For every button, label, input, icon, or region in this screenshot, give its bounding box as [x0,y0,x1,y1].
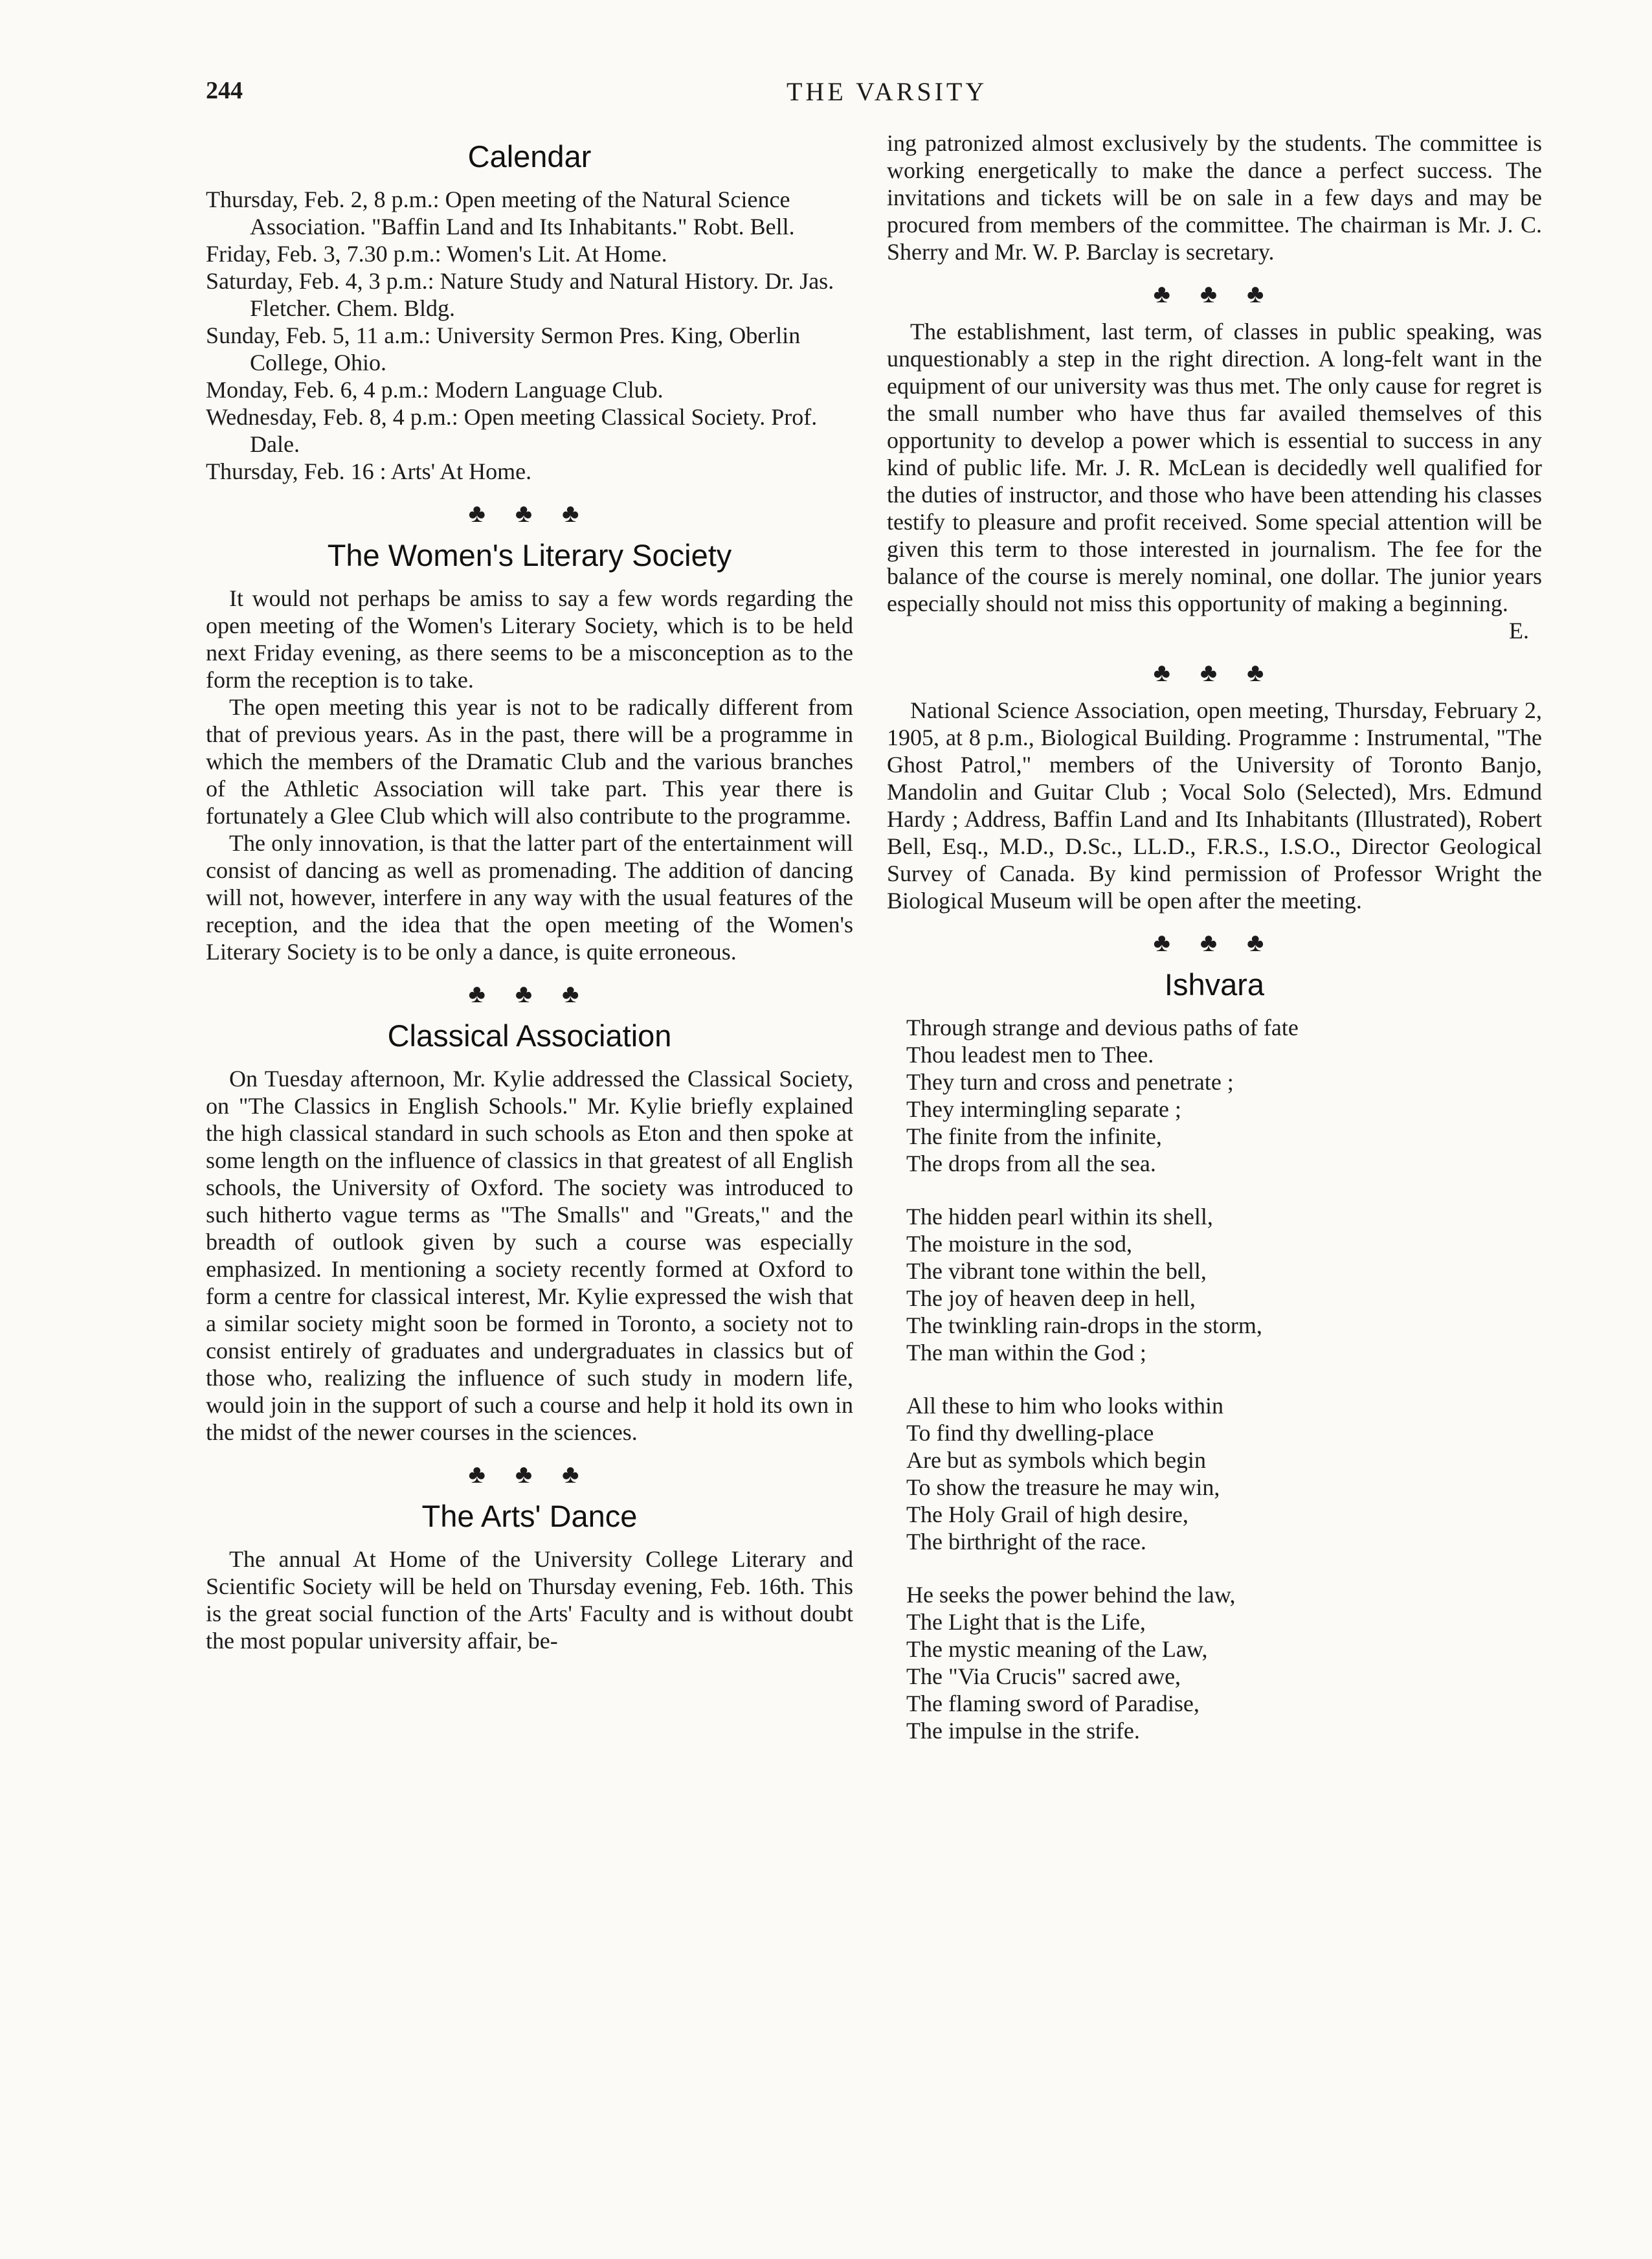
womens-literary-heading: The Women's Literary Society [327,538,732,572]
arts-dance-continued: ing patronized almost exclusively by the students. The committee is working energetically to make the dance a perfect success. The invitations and tickets will be on sale in a few days and may be procured from members of the committee. The chairman is Mr. J. C. Sherry and Mr. W. P. Barclay is secretary. [887,130,1542,265]
classical-association-paragraph: On Tuesday afternoon, Mr. Kylie addressed the Classical Society, on "The Classics in English Schools." Mr. Kylie briefly explained the high classical standard in such schools as Eton and then spoke at some length on the influence of classics in that greatest of all English schools, the University of Oxford. The society was introduced to such hitherto vague terms as "The Smalls" and "Greats," and the breadth of outlook given by such a course was especially emphasized. In mentioning a society recently formed at Oxford to form a centre for classical interest, Mr. Kylie expressed the wish that a similar society might soon be formed in Toronto, a society not to consist entirely of graduates and undergraduates in classics but of those who, realizing the influence of such study in modern life, would join in the support of such a course and help it hold its own in the midst of the newer courses in the sciences. [206,1066,853,1445]
right-column [887,129,1542,1770]
calendar-list [206,186,853,485]
poem-line: The finite from the infinite, [906,1123,1162,1149]
poem-line: The man within the God ; [906,1340,1146,1366]
womens-literary-paragraph: It would not perhaps be amiss to say a few words regarding the open meeting of the Women's Literary Society, which is to be held next Friday evening, as there seems to be a misconception as to the form the reception is to take. [206,585,853,693]
poem-line: The Holy Grail of high desire, [906,1501,1189,1527]
poem-line: The joy of heaven deep in hell, [906,1285,1196,1311]
poem-line: The moisture in the sod, [906,1231,1132,1257]
arts-dance-heading: The Arts' Dance [421,1499,638,1533]
natural-science-paragraph: National Science Association, open meeting, Thursday, February 2, 1905, at 8 p.m., Biological Building. Programme : Instrumental, "The Ghost Patrol," members of the University of Toronto Banjo, Mandolin and Guitar Club ; Vocal Solo (Selected), Mrs. Edmund Hardy ; Address, Baffin Land and Its Inhabitants (Illustrated), Robert Bell, Esq., M.D., D.Sc., LL.D., F.R.S., I.S.O., Director Geological Survey of Canada. By kind permission of Professor Wright the Biological Museum will be open after the meeting. [887,697,1542,914]
calendar-entry: Thursday, Feb. 2, 8 p.m.: Open meeting of the Natural Science Association. "Baffin Land and Its Inhabitants." Robt. Bell. [206,186,795,240]
poem-stanza [906,1392,1542,1555]
running-title: THE VARSITY [787,77,988,106]
poem-line: The impulse in the strife. [906,1718,1140,1744]
section-ornament: ♣ ♣ ♣ [1153,279,1276,308]
poem-line: They intermingling separate ; [906,1096,1181,1122]
poem-line: The hidden pearl within its shell, [906,1204,1213,1230]
poem-stanza [906,1014,1542,1177]
signature: E. [1509,618,1529,644]
section-ornament: ♣ ♣ ♣ [1153,658,1276,687]
poem-line: All these to him who looks within [906,1393,1223,1419]
poem-line: Through strange and devious paths of fate [906,1015,1299,1040]
poem-line: The mystic meaning of the Law, [906,1636,1208,1662]
section-ornament: ♣ ♣ ♣ [468,1459,591,1489]
poem-stanza [906,1581,1542,1744]
calendar-entry: Wednesday, Feb. 8, 4 p.m.: Open meeting Classical Society. Prof. Dale. [206,404,818,457]
poem-stanza [906,1203,1542,1366]
calendar-entry: Thursday, Feb. 16 : Arts' At Home. [206,458,532,484]
classical-association-heading: Classical Association [387,1018,672,1053]
womens-literary-paragraph: The open meeting this year is not to be radically different from that of previous years. As in the past, there will be a programme in which the members of the Dramatic Club and the various branches of the Athletic Association will take part. This year there is fortunately a Glee Club which will also contribute to the programme. [206,694,853,829]
poem-line: To show the treasure he may win, [906,1474,1220,1500]
womens-literary-paragraph: The only innovation, is that the latter part of the entertainment will consist of dancing as well as promenading. The addition of dancing will not, however, interfere in any way with the usual features of the reception, and the idea that the open meeting of the Women's Literary Society is to be only a dance, is quite erroneous. [206,830,853,965]
poem-line: He seeks the power behind the law, [906,1582,1236,1608]
poem-line: The flaming sword of Paradise, [906,1691,1200,1716]
section-ornament: ♣ ♣ ♣ [1153,928,1276,957]
calendar-entry: Saturday, Feb. 4, 3 p.m.: Nature Study and Natural History. Dr. Jas. Fletcher. Chem. Bldg. [206,268,834,321]
poem-line: The twinkling rain-drops in the storm, [906,1312,1262,1338]
calendar-entry: Sunday, Feb. 5, 11 a.m.: University Sermon Pres. King, Oberlin College, Ohio. [206,322,801,376]
section-ornament: ♣ ♣ ♣ [468,499,591,528]
poem-line: Are but as symbols which begin [906,1447,1206,1473]
calendar-entry: Monday, Feb. 6, 4 p.m.: Modern Language Club. [206,377,664,403]
arts-dance-paragraph: The annual At Home of the University College Literary and Scientific Society will be held on Thursday evening, Feb. 16th. This is the great social function of the Arts' Faculty and is without doubt the most popular university affair, be- [206,1546,853,1654]
public-speaking-paragraph: The establishment, last term, of classes in public speaking, was unquestionably a step in the right direction. A long-felt want in the equipment of our university was thus met. The only cause for regret is the small number who have thus far availed themselves of this opportunity to develop a power which is essential to success in any kind of public life. Mr. J. R. McLean is decidedly well qualified for the duties of instructor, and those who have been attending his classes testify to pleasure and profit received. Some special attention will be given this term to those interested in journalism. The fee for the balance of the course is merely nominal, one dollar. The junior years especially should not miss this opportunity of making a beginning. [887,319,1542,616]
poem-line: Thou leadest men to Thee. [906,1042,1154,1068]
poem-line: To find thy dwelling-place [906,1420,1154,1446]
left-column [206,129,853,1654]
poem-line: They turn and cross and penetrate ; [906,1069,1234,1095]
page-number: 244 [206,77,243,104]
poem [906,1014,1542,1744]
poem-line: The drops from all the sea. [906,1151,1156,1176]
section-ornament: ♣ ♣ ♣ [468,979,591,1008]
poem-line: The vibrant tone within the bell, [906,1258,1207,1284]
poem-title: Ishvara [1164,967,1265,1002]
calendar-heading: Calendar [467,139,592,174]
poem-line: The birthright of the race. [906,1529,1146,1555]
poem-line: The "Via Crucis" sacred awe, [906,1663,1181,1689]
poem-line: The Light that is the Life, [906,1609,1146,1635]
calendar-entry: Friday, Feb. 3, 7.30 p.m.: Women's Lit. At Home. [206,241,667,267]
